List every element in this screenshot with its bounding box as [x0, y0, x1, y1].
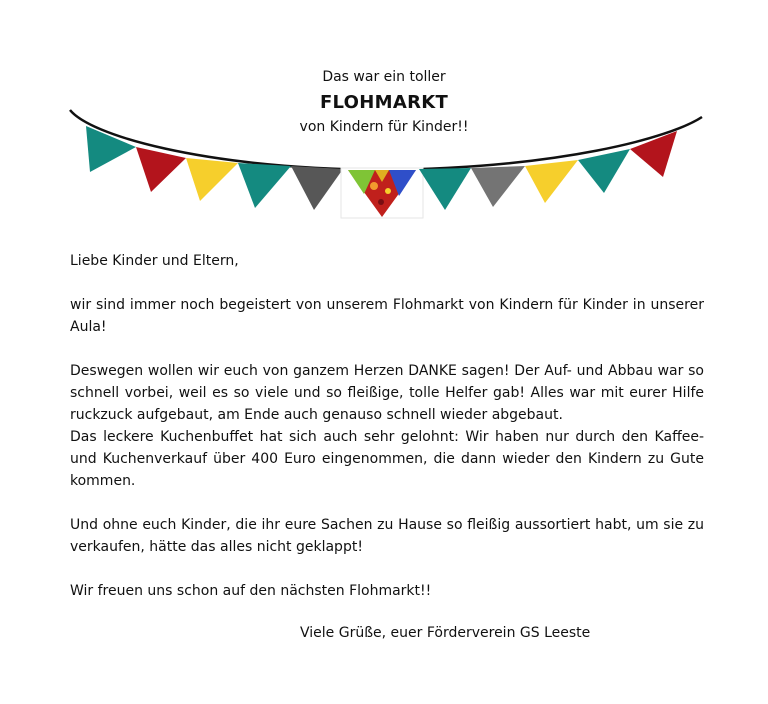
paragraph-2b: Das leckere Kuchenbuffet hat sich auch sehr gelohnt: Wir haben nur durch den Kaffee- und Kuchenverkauf über 400 Euro eingenommen, die dann wieder den Kindern zu Gute kommen.	[70, 429, 704, 489]
letter-body	[70, 250, 704, 602]
signature: Viele Grüße, euer Förderverein GS Leeste	[300, 625, 591, 641]
bunting-flag	[136, 147, 186, 192]
bunting-flag	[419, 168, 471, 210]
heading-intro: Das war ein toller	[322, 69, 446, 85]
paragraph-1: wir sind immer noch begeistert von unserem Flohmarkt von Kindern für Kinder in unserer Aula!	[70, 297, 704, 335]
center-flag	[341, 168, 423, 218]
heading-subtitle: von Kindern für Kinder!!	[299, 119, 469, 135]
page-title: FLOHMARKT	[319, 92, 449, 113]
bunting-flag	[471, 166, 525, 207]
bunting-flag	[578, 149, 630, 193]
paragraph-2a: Deswegen wollen wir euch von ganzem Herzen DANKE sagen! Der Auf- und Abbau war so schnell vorbei, weil es so viele und so fleißige, tolle Helfer gab! Alles war mit eurer Hilfe ruckzuck aufgebaut, am Ende auch genauso schnell wieder abgebaut.	[70, 363, 704, 423]
bunting-flag	[186, 158, 238, 201]
paragraph-3: Und ohne euch Kinder, die ihr eure Sachen zu Hause so fleißig aussortiert habt, um sie zu verkaufen, hätte das alles nicht geklappt!	[70, 517, 704, 555]
greeting: Liebe Kinder und Eltern,	[70, 253, 239, 269]
bunting-flag	[525, 160, 578, 203]
bunting-flag	[238, 163, 291, 208]
paragraph-4: Wir freuen uns schon auf den nächsten Flohmarkt!!	[70, 583, 432, 599]
bunting-flag	[291, 166, 343, 210]
